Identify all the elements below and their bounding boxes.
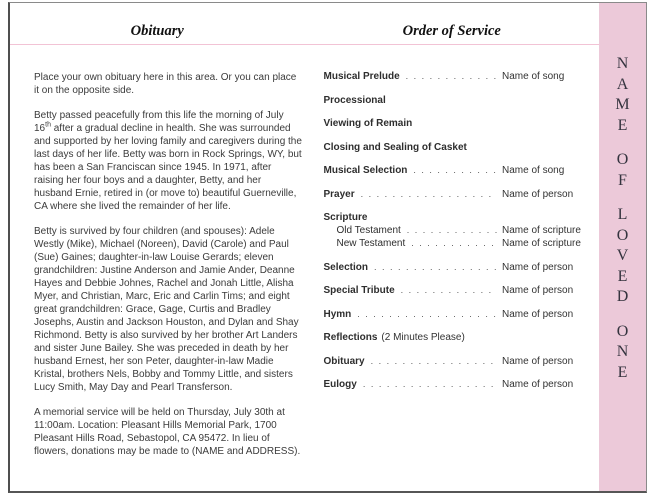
service-item-label: Special Tribute bbox=[323, 285, 395, 296]
service-item-value: Name of song bbox=[502, 71, 565, 82]
service-item bbox=[324, 331, 587, 344]
sidebar-letter: O bbox=[616, 322, 629, 340]
service-subitem bbox=[337, 237, 587, 250]
service-item-value: Name of person bbox=[502, 188, 574, 200]
service-item-note: (2 Minutes Please) bbox=[381, 332, 465, 343]
superscript-text: th bbox=[45, 121, 51, 129]
sidebar-letter: N bbox=[616, 343, 629, 360]
obituary-column bbox=[10, 45, 305, 491]
service-item-label: Eulogy bbox=[323, 379, 357, 390]
dot-leader bbox=[411, 237, 497, 250]
obituary-paragraph bbox=[34, 406, 302, 458]
sidebar-letter: V bbox=[616, 247, 629, 264]
service-item bbox=[324, 141, 587, 154]
sidebar-letter: N bbox=[616, 55, 629, 72]
sidebar-letter: O bbox=[616, 151, 629, 168]
service-item bbox=[324, 94, 587, 107]
service-item bbox=[324, 211, 587, 224]
service-item-value: Name of person bbox=[502, 285, 574, 296]
dot-leader bbox=[401, 284, 497, 297]
sidebar-word bbox=[617, 150, 629, 191]
service-item-value: Name of person bbox=[502, 355, 574, 367]
service-item bbox=[324, 308, 587, 321]
obituary-paragraph bbox=[34, 109, 302, 213]
sidebar-letter: M bbox=[615, 96, 630, 113]
dot-leader bbox=[413, 164, 497, 177]
service-item-label: Reflections bbox=[323, 332, 378, 343]
dot-leader bbox=[406, 70, 497, 83]
sidebar-letter: O bbox=[616, 226, 629, 244]
obituary-paragraph bbox=[34, 71, 302, 97]
service-item bbox=[324, 261, 587, 274]
service-item-value: Name of song bbox=[502, 165, 565, 176]
sidebar-word bbox=[617, 322, 629, 384]
service-item bbox=[324, 188, 587, 201]
sidebar-letter: E bbox=[617, 116, 628, 134]
dot-leader bbox=[407, 224, 497, 237]
obituary-paragraph bbox=[34, 225, 302, 394]
service-item bbox=[324, 378, 587, 391]
service-item bbox=[324, 164, 587, 177]
service-item-value: Name of scripture bbox=[502, 238, 581, 249]
paragraph-text: after a gradual decline in health. She was surrounded and supported by her loving family and caregivers during the last days of her life. Betty was born in Rock Springs, WY, but has been a San Franciscan since 1945. In 1971, after raising her four boys and a daughter, Betty, and her husband Ernie, retired in (or move to) beautiful Guerneville, CA where she lived the remainder of her life. bbox=[34, 123, 302, 212]
service-item-label: Closing and Sealing of Casket bbox=[323, 141, 467, 153]
service-item-label: Viewing of Remain bbox=[323, 118, 413, 129]
service-item bbox=[324, 355, 587, 368]
service-item-value: Name of person bbox=[502, 308, 574, 320]
dot-leader bbox=[361, 188, 497, 201]
paragraph-text: Betty is survived by four children (and spouses): Adele Westly (Mike), Michael (Noreen), David (Carole) and Paul (Sue) Gaines; daughter-in-law Louise Gerards; eleven grandchildren: Justine Anderson and Jamie Ander, Deanne Hayes and Debbie Johnes, Rachel and Jonah Little, Alisha Myer, and Christian, Marc, Eric and Carlin Tims; and eight great grandchildren: Grace, Gage, Curtis and Bradley Josephs, Austin and Jackson Houston, and Dylan and Shay Richmond. Betty is also survived by her brother Art Landers and sister June Bailey. She was preceded in death by her husband Ernest, her son Peter, daughter-in-law Madie Kristal, brothers Nels, Bobby and Tommy Little, and sisters Lucy Smith, May Day and Pearl Transferson. bbox=[34, 226, 299, 393]
header-row bbox=[10, 3, 599, 45]
order-of-service-header: Order of Service bbox=[402, 23, 501, 39]
service-item-label: Musical Selection bbox=[323, 165, 408, 176]
sidebar-word bbox=[617, 205, 629, 308]
service-item bbox=[324, 117, 587, 130]
sidebar-word bbox=[615, 54, 629, 136]
service-item-label: Processional bbox=[323, 94, 386, 106]
paragraph-text: Betty passed peacefully from this life the morning of July 16 bbox=[34, 110, 284, 134]
loved-one-sidebar bbox=[599, 3, 646, 491]
service-item-label: Scripture bbox=[323, 212, 368, 223]
service-item-label: Prayer bbox=[323, 188, 355, 200]
sidebar-letter: F bbox=[618, 171, 627, 189]
service-item bbox=[324, 70, 587, 83]
sidebar-letter: E bbox=[617, 363, 628, 381]
program-content bbox=[10, 3, 599, 491]
program-sheet bbox=[8, 2, 647, 493]
dot-leader bbox=[374, 261, 497, 274]
sidebar-letter: L bbox=[617, 206, 628, 223]
service-item bbox=[324, 284, 587, 297]
service-item-label: Old Testament bbox=[336, 225, 401, 236]
service-subitem bbox=[337, 224, 587, 237]
sidebar-letter: E bbox=[617, 267, 628, 285]
dot-leader bbox=[371, 355, 497, 368]
body-columns bbox=[10, 45, 599, 491]
sidebar-letter: D bbox=[616, 288, 629, 305]
obituary-header: Obituary bbox=[130, 23, 184, 39]
service-item-label: Selection bbox=[323, 261, 368, 273]
paragraph-text: A memorial service will be held on Thursday, July 30th at 11:00am. Location: Pleasant Hills Memorial Park, 1700 Pleasant Hills Road, Sebastopol, CA 95472. In lieu of flowers, donations may be made to (NAME and ADDRESS). bbox=[34, 407, 301, 457]
service-item-label: Hymn bbox=[323, 308, 352, 320]
order-of-service-column bbox=[305, 45, 600, 491]
sidebar-letter: A bbox=[616, 75, 629, 93]
dot-leader bbox=[363, 378, 497, 391]
paragraph-text: Place your own obituary here in this area. Or you can place it on the opposite side. bbox=[34, 72, 297, 96]
service-item-label: Obituary bbox=[323, 355, 365, 367]
service-item-group bbox=[324, 211, 587, 250]
service-item-value: Name of person bbox=[502, 261, 574, 273]
service-item-label: New Testament bbox=[336, 238, 406, 249]
obituary-header-cell bbox=[10, 3, 305, 44]
service-item-value: Name of person bbox=[502, 379, 574, 390]
dot-leader bbox=[357, 308, 497, 321]
order-of-service-header-cell bbox=[305, 3, 600, 44]
service-item-value: Name of scripture bbox=[502, 225, 581, 236]
service-item-label: Musical Prelude bbox=[323, 71, 400, 82]
